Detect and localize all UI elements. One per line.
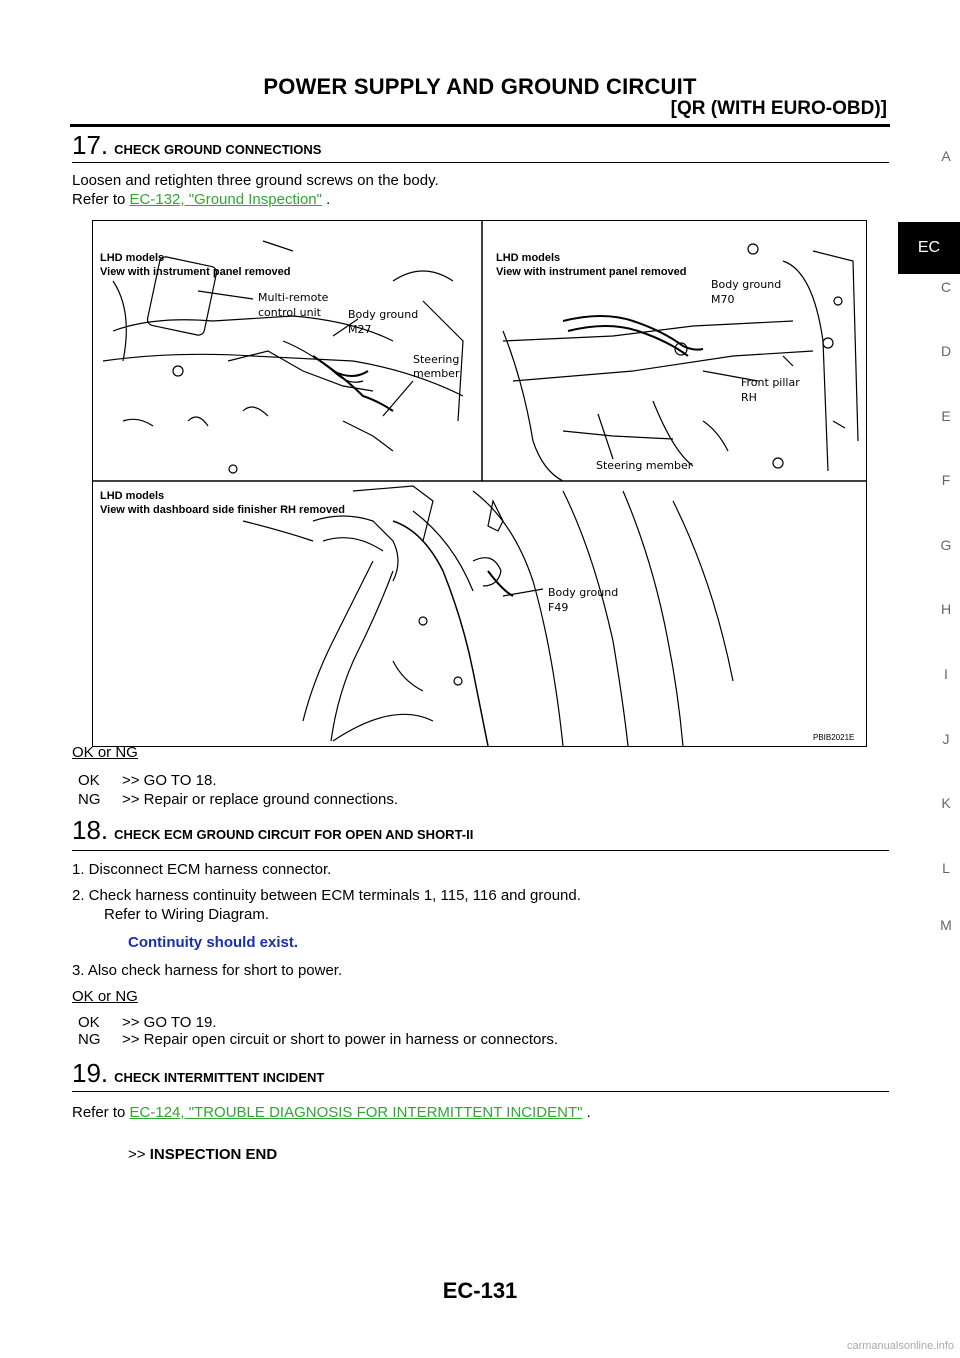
refer-prefix: Refer to [72, 191, 130, 208]
left-callout-steering-1: Steering [413, 353, 460, 366]
step-17-okng: OK or NG [72, 744, 138, 761]
step-17-refer [72, 191, 330, 208]
sidebar-tab-ec[interactable]: EC [898, 222, 960, 274]
sidebar-letter-h[interactable]: H [940, 601, 952, 617]
refer-suffix: . [321, 191, 331, 208]
right-callout-front-pillar-1: Front pillar [741, 376, 800, 389]
step-17-title: CHECK GROUND CONNECTIONS [114, 142, 322, 157]
watermark: carmanualsonline.info [846, 1340, 954, 1352]
ground-diagram-svg [93, 221, 866, 746]
end-arrow: >> [128, 1146, 146, 1163]
step-17-rule [72, 162, 889, 163]
step-18-title: CHECK ECM GROUND CIRCUIT FOR OPEN AND SHORT-II [114, 827, 474, 842]
right-callout-front-pillar-2: RH [741, 391, 757, 404]
sidebar-letter-c[interactable]: C [940, 279, 952, 295]
step-19-refer [72, 1104, 591, 1121]
step-19-number: 19. [72, 1058, 109, 1088]
sidebar-letter-e[interactable]: E [941, 408, 951, 424]
step-18-spec: Continuity should exist. [128, 934, 299, 951]
sidebar-letter-a[interactable]: A [941, 148, 951, 164]
left-callout-multi-remote-2: control unit [258, 306, 321, 319]
refer-prefix: Refer to [72, 1104, 130, 1121]
step-18-ng-label: NG [78, 1031, 101, 1048]
step-18-ok-text: >> GO TO 19. [122, 1014, 217, 1031]
step-18-number: 18. [72, 815, 109, 845]
right-callout-body-ground-1: Body ground [711, 278, 782, 291]
sidebar-letter-l[interactable]: L [942, 860, 950, 876]
sidebar-letter-d[interactable]: D [940, 343, 952, 359]
step-17-ng-text: >> Repair or replace ground connections. [122, 791, 399, 808]
bottom-title-line2: View with dashboard side finisher RH removed [100, 504, 345, 516]
right-title-line2: View with instrument panel removed [496, 266, 687, 278]
bottom-panel-artwork [243, 486, 733, 746]
step-19-end [128, 1146, 277, 1163]
step-17-line1: Loosen and retighten three ground screws on the body. [72, 172, 439, 189]
ground-inspection-link[interactable]: EC-132, "Ground Inspection" [129, 191, 322, 208]
page-number: EC-131 [442, 1278, 518, 1303]
left-callout-body-ground-1: Body ground [348, 308, 419, 321]
ground-locations-figure [92, 220, 867, 747]
right-callout-steering-member: Steering member [596, 459, 693, 472]
right-title-line1: LHD models [496, 252, 561, 264]
right-panel-artwork [503, 244, 858, 481]
header-rule [70, 124, 890, 127]
step-18-ok-label: OK [78, 1014, 100, 1031]
step-18-item2b: Refer to Wiring Diagram. [104, 906, 270, 923]
intermittent-incident-link[interactable]: EC-124, "TROUBLE DIAGNOSIS FOR INTERMITTENT INCIDENT" [129, 1104, 583, 1121]
page-subtitle: [QR (WITH EURO-OBD)] [670, 98, 887, 119]
step-18-okng: OK or NG [72, 988, 138, 1005]
step-19-heading [72, 1058, 324, 1089]
sidebar-letter-m[interactable]: M [940, 917, 952, 933]
left-title-line1: LHD models [100, 252, 165, 264]
step-17-ok-label: OK [78, 772, 100, 789]
page-title: POWER SUPPLY AND GROUND CIRCUIT [263, 74, 697, 99]
step-18-item2: 2. Check harness continuity between ECM terminals 1, 115, 116 and ground. [72, 887, 581, 904]
step-19-title: CHECK INTERMITTENT INCIDENT [114, 1070, 325, 1085]
step-17-heading [72, 130, 321, 161]
sidebar-letter-i[interactable]: I [944, 666, 948, 682]
bottom-title-line1: LHD models [100, 490, 165, 502]
sidebar-letter-f[interactable]: F [941, 472, 951, 488]
bottom-callout-body-ground-2: F49 [548, 601, 569, 614]
step-18-item1: 1. Disconnect ECM harness connector. [72, 861, 332, 878]
step-19-rule [72, 1091, 889, 1092]
step-17-number: 17. [72, 130, 109, 160]
bottom-callout-body-ground-1: Body ground [548, 586, 619, 599]
step-18-rule [72, 850, 889, 851]
step-17-ng-label: NG [78, 791, 101, 808]
step-18-ng-text: >> Repair open circuit or short to power in harness or connectors. [122, 1031, 559, 1048]
sidebar-letter-k[interactable]: K [941, 795, 951, 811]
left-callout-multi-remote-1: Multi-remote [258, 291, 329, 304]
step-18-heading [72, 815, 473, 846]
step-17-ok-text: >> GO TO 18. [122, 772, 217, 789]
refer-suffix: . [582, 1104, 591, 1121]
sidebar-letter-j[interactable]: J [942, 731, 950, 747]
figure-code: PBIB2021E [813, 733, 855, 742]
sidebar-letter-g[interactable]: G [940, 537, 952, 553]
step-18-item3: 3. Also check harness for short to power. [72, 962, 343, 979]
left-callout-body-ground-2: M27 [348, 323, 372, 336]
right-callout-body-ground-2: M70 [711, 293, 735, 306]
inspection-end: INSPECTION END [149, 1146, 278, 1163]
left-callout-steering-2: member [413, 367, 460, 380]
left-title-line2: View with instrument panel removed [100, 266, 291, 278]
